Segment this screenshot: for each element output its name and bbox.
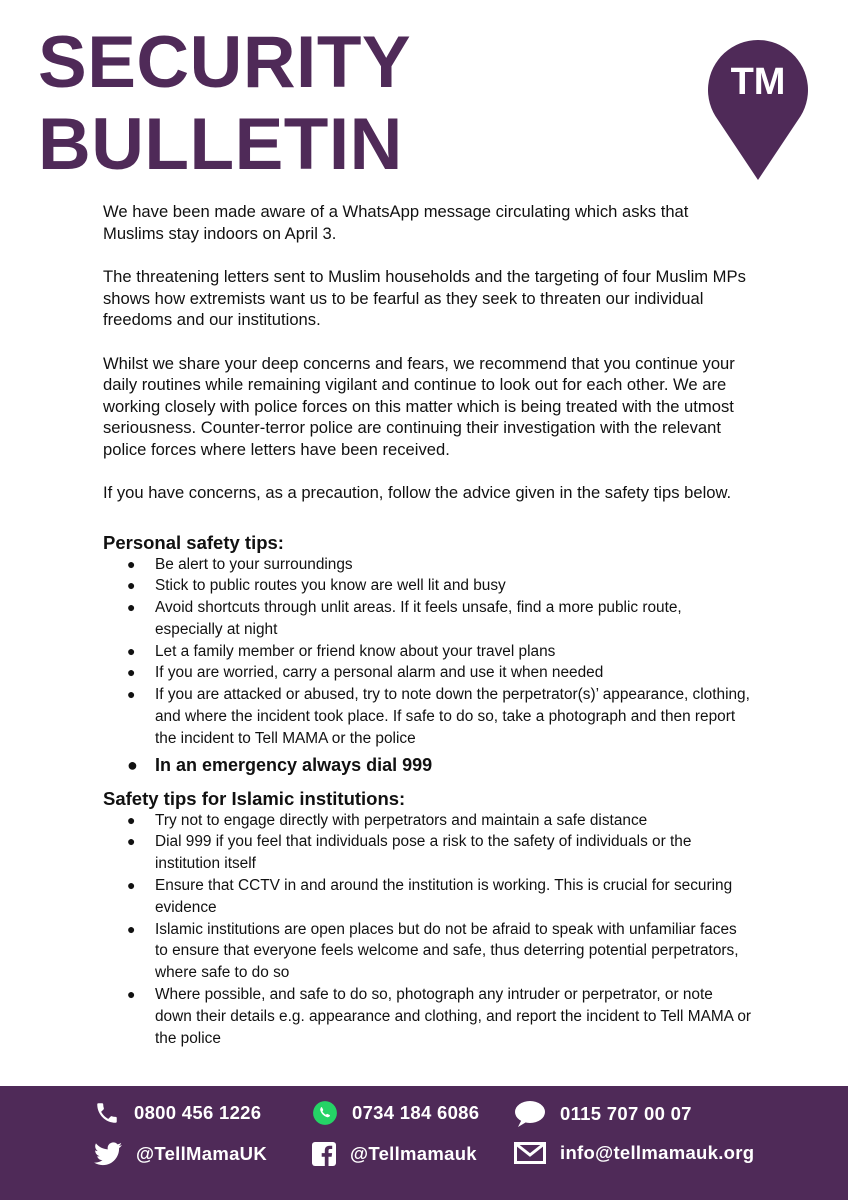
institutions-heading: Safety tips for Islamic institutions:	[103, 787, 406, 809]
list-item: ● Stick to public routes you know are well lit and busy	[103, 575, 753, 597]
facebook-contact[interactable]	[312, 1142, 477, 1166]
paragraph-whatsapp: We have been made aware of a WhatsApp message circulating which asks that Muslims stay indoors on April 3.	[103, 202, 689, 243]
sms-number: 0115 707 00 07	[560, 1103, 692, 1124]
facebook-icon	[312, 1142, 336, 1166]
phone-contact[interactable]	[94, 1100, 261, 1126]
list-item: ● Be alert to your surroundings	[103, 554, 753, 576]
list-item: ● Let a family member or friend know about your travel plans	[103, 641, 753, 663]
title-line-2: BULLETIN	[38, 104, 403, 185]
list-item: ● Try not to engage directly with perpetrators and maintain a safe distance	[103, 810, 753, 832]
personal-safety-list	[103, 554, 753, 778]
phone-number: 0800 456 1226	[134, 1102, 262, 1123]
institutions-list	[103, 810, 753, 1050]
list-item: ● If you are attacked or abused, try to note down the perpetrator(s)’ appearance, clothing, and where the incident took place. If safe to do so, take a photograph and then report the incident to Tell MAMA or the police	[127, 686, 750, 747]
list-item: ● Ensure that CCTV in and around the institution is working. This is crucial for securing evidence	[127, 877, 733, 916]
emergency-item: ● In an emergency always dial 999	[103, 752, 753, 778]
phone-icon	[94, 1100, 120, 1126]
bullet-icon: ●	[127, 877, 136, 894]
whatsapp-contact[interactable]	[312, 1100, 479, 1126]
email-address: info@tellmamauk.org	[560, 1142, 755, 1163]
bullet-icon: ●	[127, 920, 136, 937]
bullet-icon: ●	[127, 555, 136, 572]
list-item: ● If you are worried, carry a personal alarm and use it when needed	[103, 662, 753, 684]
logo-text: TM	[730, 61, 786, 103]
twitter-handle: @TellMamaUK	[136, 1143, 267, 1164]
list-item: ● Where possible, and safe to do so, photograph any intruder or perpetrator, or note down their details e.g. appearance and clothing, and report the incident to Tell MAMA or the police	[127, 986, 752, 1047]
sms-contact[interactable]	[514, 1100, 692, 1128]
bullet-icon: ●	[127, 811, 136, 828]
whatsapp-number: 0734 184 6086	[352, 1102, 480, 1123]
email-contact[interactable]	[514, 1142, 754, 1164]
envelope-icon	[514, 1142, 546, 1164]
bullet-icon: ●	[127, 754, 138, 775]
facebook-handle: @Tellmamauk	[350, 1143, 477, 1164]
bullet-icon: ●	[127, 986, 136, 1003]
list-item: ● Islamic institutions are open places but do not be afraid to speak with unfamiliar faces to ensure that everyone feels welcome and safe, thus deterring potential perpetrators, where safe to do so	[127, 920, 739, 982]
title-line-1: SECURITY	[38, 22, 412, 103]
bullet-icon: ●	[127, 599, 136, 616]
twitter-icon	[94, 1142, 122, 1166]
bullet-icon: ●	[127, 577, 136, 594]
paragraph-letters: The threatening letters sent to Muslim households and the targeting of four Muslim MPs shows how extremists want us to be fearful as they seek to threaten our individual freedoms and our institutions.	[103, 267, 746, 329]
paragraph-precaution: If you have concerns, as a precaution, follow the advice given in the safety tips below.	[103, 483, 732, 502]
contact-footer	[0, 1086, 848, 1200]
whatsapp-icon	[312, 1100, 338, 1126]
paragraph-concerns: Whilst we share your deep concerns and fears, we recommend that you continue your daily routines while remaining vigilant and continue to look out for each other. We are working closely with police forces on this matter which is being treated with the utmost seriousness. Counter-terror police are continuing their investigation with the relevant police forces where letters have been received.	[103, 353, 735, 459]
speech-bubble-icon	[514, 1100, 546, 1128]
personal-safety-heading: Personal safety tips:	[103, 531, 284, 553]
bullet-icon: ●	[127, 642, 136, 659]
list-item: ● Dial 999 if you feel that individuals pose a risk to the safety of individuals or the institution itself	[127, 833, 692, 873]
bullet-icon: ●	[127, 686, 136, 703]
bullet-icon: ●	[127, 664, 136, 681]
twitter-contact[interactable]	[94, 1142, 267, 1166]
bulletin-title	[38, 22, 411, 186]
bullet-icon: ●	[127, 833, 136, 850]
bulletin-body	[103, 201, 753, 1049]
list-item: ● Avoid shortcuts through unlit areas. If it feels unsafe, find a more public route, especially at night	[127, 599, 682, 638]
tell-mama-logo	[706, 30, 810, 180]
